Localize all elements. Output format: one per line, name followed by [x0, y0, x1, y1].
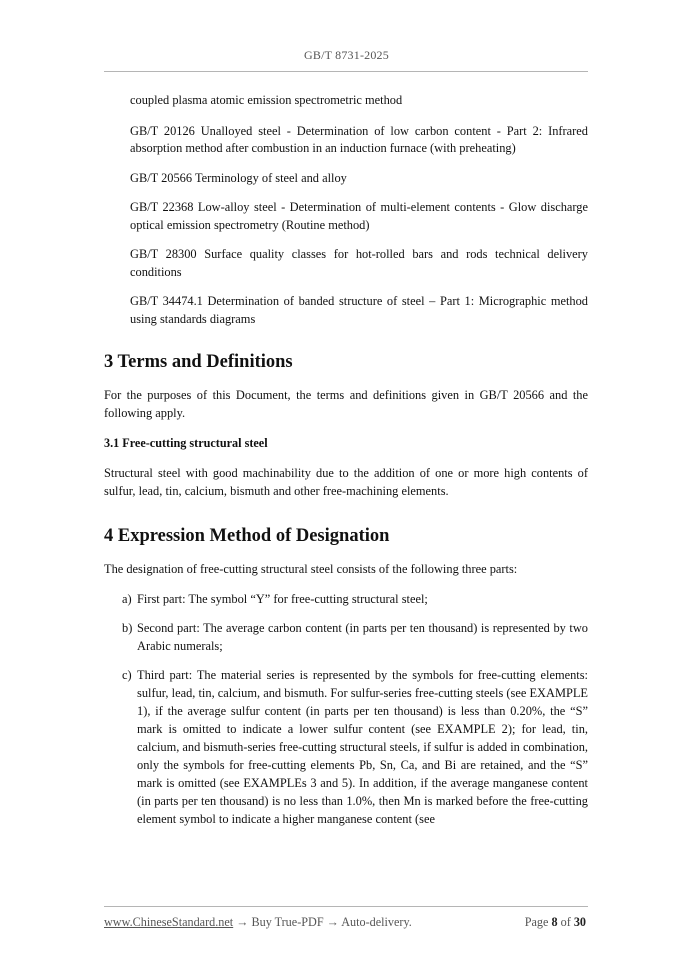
- site-link[interactable]: www.ChineseStandard.net: [104, 915, 234, 929]
- list-item-label: a): [122, 592, 132, 606]
- of-word: of: [560, 915, 571, 929]
- list-item: [122, 619, 588, 655]
- current-page: 8: [551, 915, 558, 929]
- reference-gbt-20566: GB/T 20566 Terminology of steel and alloy: [130, 170, 347, 185]
- buy-true-pdf-link[interactable]: Buy True-PDF: [251, 915, 324, 929]
- list-item: [122, 666, 588, 828]
- term-3-1-definition: Structural steel with good machinability due to the addition of one or more high contents of sulfur, lead, tin, calcium, bismuth and other free-machining elements.: [104, 466, 588, 498]
- reference-continuation: coupled plasma atomic emission spectrometric method: [130, 93, 403, 107]
- list-item-label: c): [122, 668, 132, 682]
- reference-gbt-22368: GB/T 22368 Low-alloy steel - Determination of multi-element contents - Glow discharge optical emission spectrometry (Routine method): [130, 200, 588, 232]
- section-4-intro: The designation of free-cutting structural steel consists of the following three parts:: [104, 562, 518, 576]
- page-footer: [104, 915, 588, 930]
- section-3-heading: 3 Terms and Definitions: [104, 352, 293, 372]
- reference-gbt-28300: GB/T 28300 Surface quality classes for hot-rolled bars and rods technical delivery conditions: [130, 247, 588, 279]
- header-divider: [104, 71, 588, 72]
- total-pages: 30: [573, 915, 586, 929]
- section-4-heading: 4 Expression Method of Designation: [104, 526, 390, 546]
- arrow-icon: →: [326, 915, 339, 929]
- list-item-text: First part: The symbol “Y” for free-cutting structural steel;: [137, 592, 428, 606]
- list-item: [122, 590, 588, 608]
- running-header: GB/T 8731-2025: [304, 48, 389, 62]
- page-content: [104, 92, 588, 839]
- auto-delivery-text: Auto-delivery.: [341, 915, 412, 929]
- page-word: Page: [524, 915, 549, 929]
- reference-gbt-20126: GB/T 20126 Unalloyed steel - Determination of low carbon content - Part 2: Infrared absorption method after combustion in an induction furnace (with preheating): [130, 123, 588, 155]
- term-3-1-heading: 3.1 Free-cutting structural steel: [104, 436, 268, 450]
- list-item-text: Second part: The average carbon content (in parts per ten thousand) is represented by two Arabic numerals;: [137, 621, 588, 653]
- section-3-intro: For the purposes of this Document, the terms and definitions given in GB/T 20566 and the following apply.: [104, 388, 588, 420]
- list-item-label: b): [122, 621, 133, 635]
- arrow-icon: →: [236, 915, 249, 929]
- page-number: [525, 915, 586, 930]
- reference-gbt-34474-1: GB/T 34474.1 Determination of banded structure of steel – Part 1: Micrographic method using standards diagrams: [130, 294, 588, 326]
- list-item-text: Third part: The material series is represented by the symbols for free-cutting elements: sulfur, lead, tin, calcium, and bismuth. For sulfur-series free-cutting steels (see EXAMPLE 1), if the average sulfur content (in parts per ten thousand) is less than 0.20%, the “S” mark is omitted to indicate a lower sulfur content (see EXAMPLE 2); for lead, tin, calcium, and bismuth-series free-cutting structural steels, if sulfur is added in combination, only the symbols for free-cutting elements Pb, Sn, Ca, and Bi are retained, and the “S” mark is omitted (see EXAMPLEs 3 and 5). In addition, if the average manganese content (in parts per ten thousand) is no less than 1.0%, then Mn is marked before the free-cutting element symbol to indicate a higher manganese content (see: [137, 668, 588, 826]
- footer-divider: [104, 906, 588, 907]
